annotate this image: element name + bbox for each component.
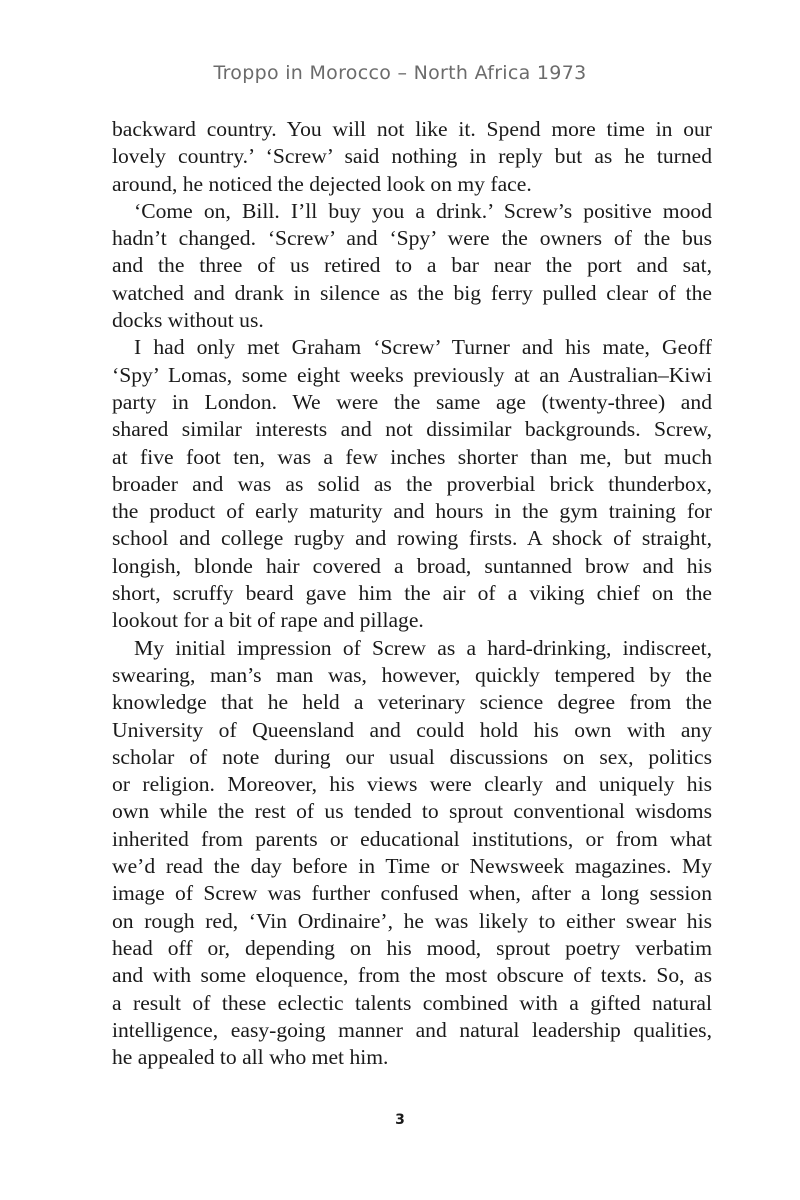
text-line: hadn’t changed. ‘Screw’ and ‘Spy’ were the owners of the bus	[112, 226, 712, 251]
text-line: My initial impression of Screw as a hard-drinking, indiscreet,	[134, 635, 712, 660]
text-line: ‘Come on, Bill. I’ll buy you a drink.’ Screw’s positive mood	[134, 198, 712, 223]
text-line: lovely country.’ ‘Screw’ said nothing in reply but as he turned	[112, 144, 712, 169]
text-line: longish, blonde hair covered a broad, suntanned brow and his	[112, 553, 712, 578]
text-line: swearing, man’s man was, however, quickly tempered by the	[112, 662, 712, 687]
text-line: around, he noticed the dejected look on my face.	[112, 171, 532, 196]
text-line: inherited from parents or educational institutions, or from what	[112, 826, 712, 851]
text-line: knowledge that he held a veterinary science degree from the	[112, 690, 712, 715]
running-header: Troppo in Morocco – North Africa 1973	[213, 62, 587, 84]
text-line: scholar of note during our usual discussions on sex, politics	[112, 744, 712, 769]
text-line: and the three of us retired to a bar near the port and sat,	[112, 253, 712, 278]
text-line: intelligence, easy-going manner and natural leadership qualities,	[112, 1017, 712, 1042]
text-line: watched and drank in silence as the big ferry pulled clear of the	[112, 280, 712, 305]
text-line: the product of early maturity and hours in the gym training for	[112, 499, 712, 524]
text-line: school and college rugby and rowing firsts. A shock of straight,	[112, 526, 712, 551]
text-line: backward country. You will not like it. Spend more time in our	[112, 117, 712, 141]
page-number: 3	[395, 1112, 405, 1128]
text-line: he appealed to all who met him.	[112, 1045, 389, 1070]
text-line: docks without us.	[112, 308, 264, 333]
text-line: and with some eloquence, from the most obscure of texts. So, as	[112, 963, 712, 988]
paragraph	[112, 116, 712, 198]
text-line: we’d read the day before in Time or Newsweek magazines. My	[112, 854, 712, 879]
text-line: lookout for a bit of rape and pillage.	[112, 608, 424, 633]
text-line: image of Screw was further confused when, after a long session	[112, 881, 712, 906]
text-line: ‘Spy’ Lomas, some eight weeks previously at an Australian–Kiwi	[112, 362, 712, 387]
text-line: I had only met Graham ‘Screw’ Turner and his mate, Geoff	[134, 335, 712, 360]
text-line: head off or, depending on his mood, sprout poetry verbatim	[112, 935, 712, 960]
text-line: shared similar interests and not dissimilar backgrounds. Screw,	[112, 417, 712, 442]
text-line: or religion. Moreover, his views were clearly and uniquely his	[112, 772, 712, 797]
text-line: on rough red, ‘Vin Ordinaire’, he was likely to either swear his	[112, 908, 712, 933]
text-line: party in London. We were the same age (twenty-three) and	[112, 389, 712, 414]
text-line: own while the rest of us tended to sprout conventional wisdoms	[112, 799, 712, 824]
text-line: broader and was as solid as the proverbial brick thunderbox,	[112, 471, 712, 496]
paragraph	[112, 198, 712, 334]
text-line: University of Queensland and could hold his own with any	[112, 717, 712, 742]
text-line: at five foot ten, was a few inches shorter than me, but much	[112, 444, 712, 469]
paragraph	[112, 334, 712, 634]
text-line: short, scruffy beard gave him the air of a viking chief on the	[112, 581, 712, 606]
text-line: a result of these eclectic talents combined with a gifted natural	[112, 990, 712, 1015]
paragraph	[112, 635, 712, 1072]
body-text	[112, 116, 712, 1071]
